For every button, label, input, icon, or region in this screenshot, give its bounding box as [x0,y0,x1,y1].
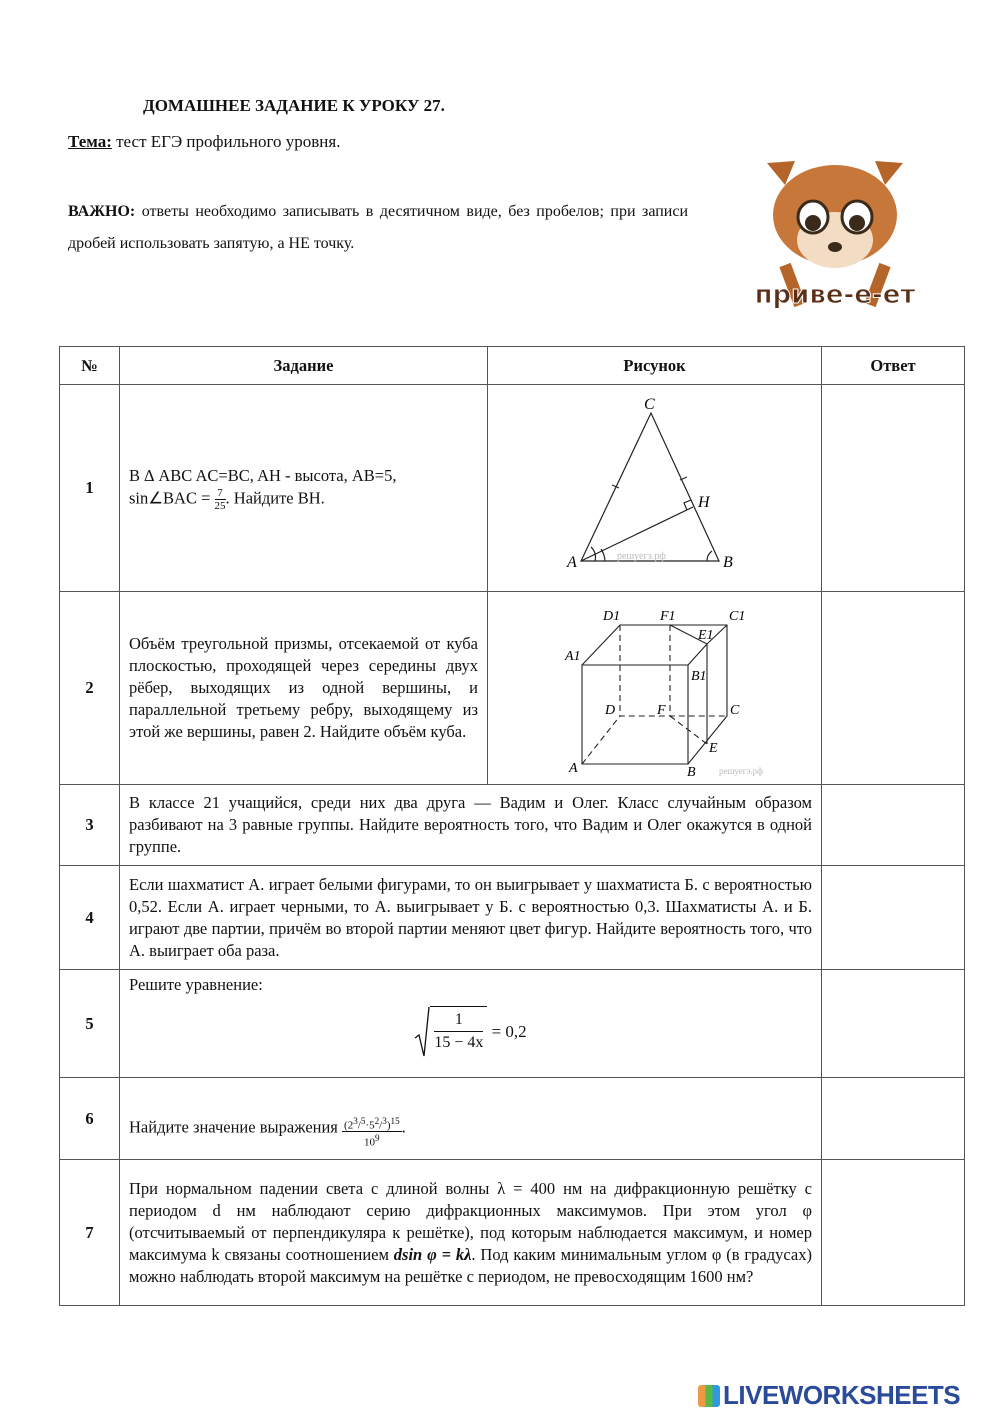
label-b: B [723,554,733,571]
label-f: F [657,703,666,718]
task-number: 6 [60,1078,120,1160]
formula: dsin φ = kλ [393,1244,472,1264]
important-label: ВАЖНО: [68,203,136,220]
brand-text: LIVEWORKSHEETS [723,1380,961,1410]
label-e1: E1 [698,628,714,643]
answer-cell[interactable] [822,970,965,1078]
cube-figure [497,592,811,778]
task-text-line: sin∠BAC = [129,487,215,507]
label-h: H [698,494,710,511]
expression: $\frac{(2^3/^5\cdot 5^2/^3)^{15}}{10^9}$ [344,1115,400,1149]
table-row [60,592,965,785]
label-a1: A1 [565,649,581,664]
answer-cell[interactable] [822,866,965,970]
header-number: № [60,347,120,385]
fox-sticker-image [755,155,915,315]
task-number: 7 [60,1160,120,1306]
task-text [120,970,822,1078]
answer-cell[interactable] [822,1078,965,1160]
equation [129,1006,812,1058]
task-text [120,385,488,592]
watermark: решуегэ.рф [719,766,763,776]
table-row [60,385,965,592]
table-row [60,785,965,866]
table-header-row [60,347,965,385]
task-number: 1 [60,385,120,592]
task-text: Найдите значение выражения $\frac{(2^3/^5\cdot 5^2/^3)^{15}}{10^9}$ . [120,1078,822,1160]
answer-cell[interactable] [822,1160,965,1306]
label-b1: B1 [691,669,707,684]
square-root: $\frac{1}{15 - 4x}$ [414,1006,487,1058]
equation-rhs: = 0,2 [491,1022,527,1041]
label-c1: C1 [729,609,746,624]
liveworksheets-icon [698,1385,720,1407]
important-note [68,196,688,260]
table-row [60,1160,965,1306]
important-text: ответы необходимо записывать в десятичном виде, без пробелов; при записи дробей использовать запятую, а НЕ точку. [68,203,688,252]
liveworksheets-logo [698,1380,960,1411]
answer-cell[interactable] [822,785,965,866]
label-e: E [709,741,718,756]
task-text: Объём треугольной призмы, отсекаемой от куба плоскостью, проходящей через середины двух рёбер, выходящих из одной вершины, и параллельной третьему ребру, выходящему из этой же вершины, равен 2. Найдите объём куба. [120,592,488,785]
answer-cell[interactable] [822,592,965,785]
task-number: 5 [60,970,120,1078]
task-text-line: В ∆ ABC AC=BC, AH - высота, AB=5, [129,465,397,485]
label-a: A [569,761,578,776]
figure-cell [488,592,822,785]
radical-sign-icon [414,1006,430,1058]
topic-label: Тема: [68,132,112,151]
tasks-table [59,346,965,1306]
table-row [60,970,965,1078]
task-text-line: Найдите значение выражения [129,1117,343,1136]
label-c: C [730,703,740,718]
task-text: Если шахматист А. играет белыми фигурами, то он выигрывает у шахматиста Б. с вероятностью 0,52. Если А. играет черными, то А. выигрывает у Б. с вероятностью 0,3. Шахматисты А. и Б. играют две партии, причём во второй партии меняют цвет фигур. Найдите вероятность того, что А. выиграет оба раза. [120,866,822,970]
task-number: 2 [60,592,120,785]
answer-cell[interactable] [822,385,965,592]
topic-text: тест ЕГЭ профильного уровня. [111,132,341,151]
task-text: При нормальном падении света с длиной волны λ = 400 нм на дифракционную решётку с периодом d нм наблюдают серию дифракционных максимумов. При этом угол φ (отсчитываемый от перпендикуляра к решётке), под которым наблюдается максимум, и номер максимума k связаны соотношением dsin φ = kλ. Под каким минимальным углом φ (в градусах) можно наблюдать второй максимум на решётке с периодом, не превосходящим 1600 нм? [120,1160,822,1306]
task-text-line: Решите уравнение: [129,975,263,994]
figure-cell [488,385,822,592]
header-figure: Рисунок [488,347,822,385]
sticker-text: приве-е-ет [755,280,915,310]
page-title: ДОМАШНЕЕ ЗАДАНИЕ К УРОКУ 27. [143,96,445,115]
label-d1: D1 [603,609,621,624]
task-number: 4 [60,866,120,970]
task-text-line: . Найдите BH. [225,487,325,507]
label-c: C [644,396,655,413]
task-text: В классе 21 учащийся, среди них два друга — Вадим и Олег. Класс случайным образом разбивают на 3 равные группы. Найдите вероятность того, что Вадим и Олег окажутся в одной группе. [120,785,822,866]
header-answer: Ответ [822,347,965,385]
header-task: Задание [120,347,488,385]
fraction: $\frac{7}{25}$ [214,486,226,512]
label-d: D [605,703,616,718]
label-a: A [567,554,577,571]
watermark: решуегэ.рф [617,551,666,562]
label-b: B [687,765,696,778]
label-f1: F1 [660,609,676,624]
topic [68,132,340,152]
table-row [60,1078,965,1160]
task-number: 3 [60,785,120,866]
table-row [60,866,965,970]
triangle-figure [497,385,811,585]
